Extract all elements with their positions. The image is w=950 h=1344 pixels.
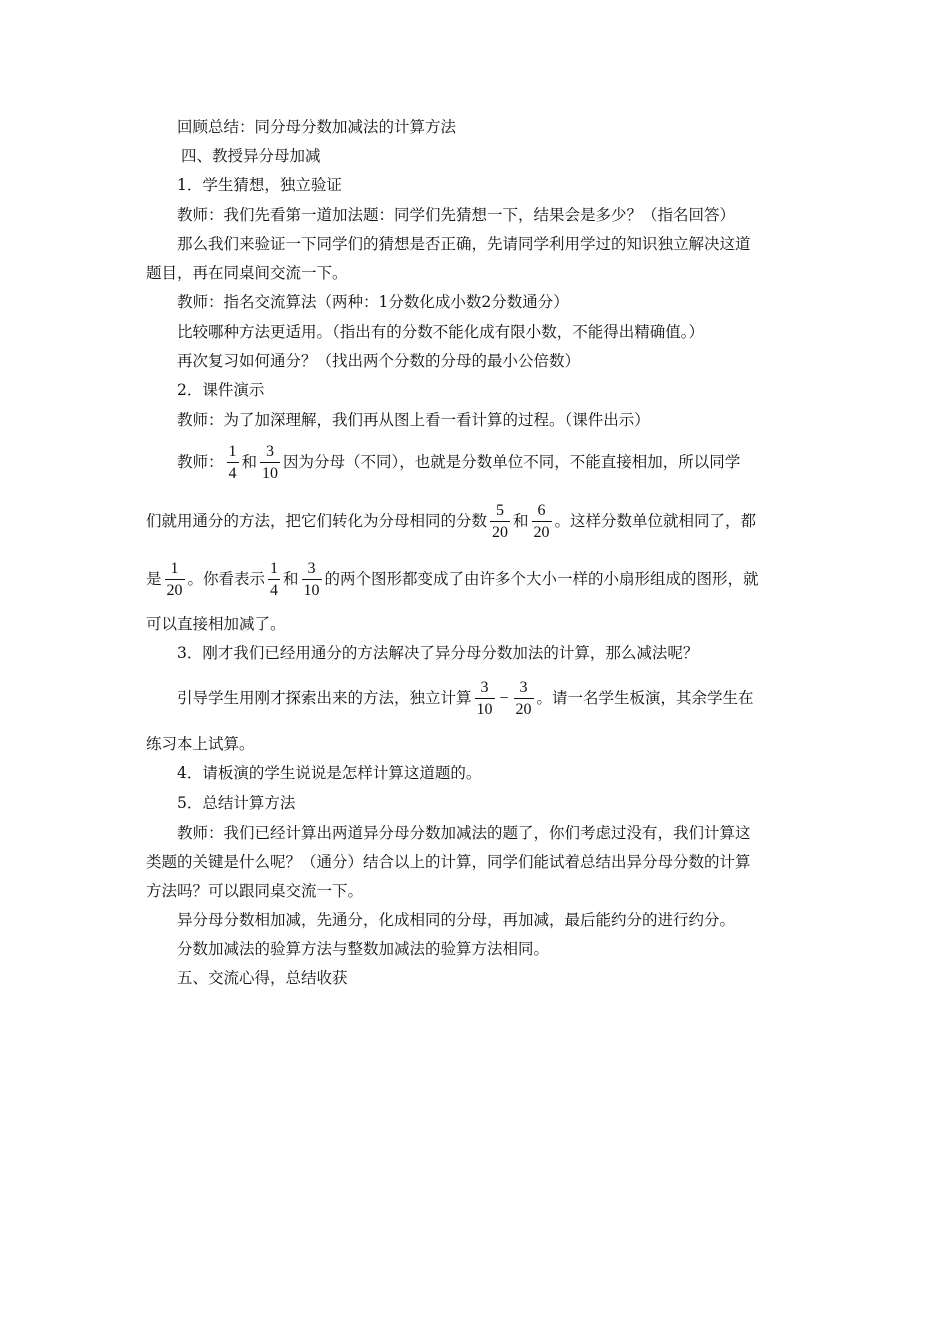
numerator: 3 [266,443,275,460]
paragraph-check-method: 分数加减法的验算方法与整数加减法的验算方法相同。 [177,940,550,958]
paragraph-teacher-summary-line3: 方法吗？可以跟同桌交流一下。 [146,882,364,900]
fraction-5-20 [490,503,510,541]
denominator: 10 [262,465,279,482]
subheading-guess-verify: 1．学生猜想，独立验证 [177,176,342,194]
text-segment: 。这样分数单位就相同了，都 [554,512,757,530]
numerator: 1 [170,560,179,577]
denominator: 4 [228,465,237,482]
section-heading-four: 四、教授异分母加减 [181,147,321,165]
fraction-3-10 [302,561,322,599]
text-segment: 。请一名学生板演，其余学生在 [536,689,754,707]
fraction-3-10 [475,680,495,718]
paragraph-teacher-methods: 教师：指名交流算法（两种：1分数化成小数2分数通分） [177,293,569,311]
paragraph-review-common-denominator: 再次复习如何通分？（找出两个分数的分母的最小公倍数） [177,352,581,370]
paragraph-board-student: 4．请板演的学生说说是怎样计算这道题的。 [177,764,482,782]
paragraph-teacher-first-question: 教师：我们先看第一道加法题：同学们先猜想一下，结果会是多少？（指名回答） [177,206,736,224]
text-segment: 的两个图形都变成了由许多个大小一样的小扇形组成的图形，就 [324,570,759,588]
denominator: 10 [303,582,320,599]
minus-sign: − [499,690,509,707]
paragraph-practice-book: 练习本上试算。 [146,735,255,753]
paragraph-review-summary: 回顾总结：同分母分数加减法的计算方法 [177,118,457,136]
paragraph-teacher-fractions-line2 [146,500,806,542]
paragraph-guide-subtraction [177,677,837,720]
text-segment: 和 [241,453,258,471]
numerator: 3 [307,560,316,577]
subheading-summarize-method: 5．总结计算方法 [177,794,296,812]
subheading-courseware-demo: 2．课件演示 [177,381,265,399]
text-segment: 。你看表示 [187,570,266,588]
text-segment: 和 [283,570,299,588]
paragraph-subtraction-question: 3．刚才我们已经用通分的方法解决了异分母分数加法的计算，那么减法呢？ [177,644,699,662]
paragraph-teacher-summary-line1: 教师：我们已经计算出两道异分母分数加减法的题了，你们考虑过没有，我们计算这 [177,824,751,842]
text-segment: 们就用通分的方法，把它们转化为分母相同的分数 [146,512,488,530]
text-segment: 引导学生用刚才探索出来的方法，独立计算 [177,689,472,707]
paragraph-verify-line2: 题目，再在同桌间交流一下。 [146,264,348,282]
denominator: 20 [166,582,183,599]
fraction-1-4 [268,561,280,599]
numerator: 6 [537,502,546,519]
numerator: 3 [519,679,528,696]
denominator: 20 [515,701,532,718]
paragraph-teacher-deepen: 教师：为了加深理解，我们再从图上看一看计算的过程。（课件出示） [177,411,650,429]
text-segment: 是 [146,570,162,588]
denominator: 10 [476,701,493,718]
paragraph-verify-line1: 那么我们来验证一下同学们的猜想是否正确，先请同学利用学过的知识独立解决这道 [177,235,751,253]
numerator: 5 [496,502,505,519]
fraction-1-20 [165,561,185,599]
denominator: 4 [270,582,279,599]
text-segment: 因为分母（不同），也就是分数单位不同，不能直接相加，所以同学 [283,453,741,471]
denominator: 20 [533,524,550,541]
paragraph-teacher-summary-line2: 类题的关键是什么呢？（通分）结合以上的计算，同学们能试着总结出异分母分数的计算 [146,853,751,871]
paragraph-teacher-fractions-line1 [177,441,837,483]
section-heading-five: 五、交流心得，总结收获 [177,969,348,987]
paragraph-teacher-fractions-line3 [146,558,806,600]
paragraph-rule-statement: 异分母分数相加减，先通分，化成相同的分母，再加减，最后能约分的进行约分。 [177,911,736,929]
fraction-6-20 [532,503,552,541]
denominator: 20 [492,524,509,541]
numerator: 1 [270,560,279,577]
fraction-3-10 [260,444,280,482]
fraction-3-20 [514,680,534,718]
numerator: 1 [228,443,237,460]
fraction-1-4 [227,444,239,482]
numerator: 3 [480,679,489,696]
paragraph-compare-methods: 比较哪种方法更适用。（指出有的分数不能化成有限小数，不能得出精确值。） [177,323,705,341]
text-segment: 和 [513,512,529,530]
text-segment: 教师： [177,453,224,471]
paragraph-add-subtract-directly: 可以直接相加减了。 [146,615,286,633]
